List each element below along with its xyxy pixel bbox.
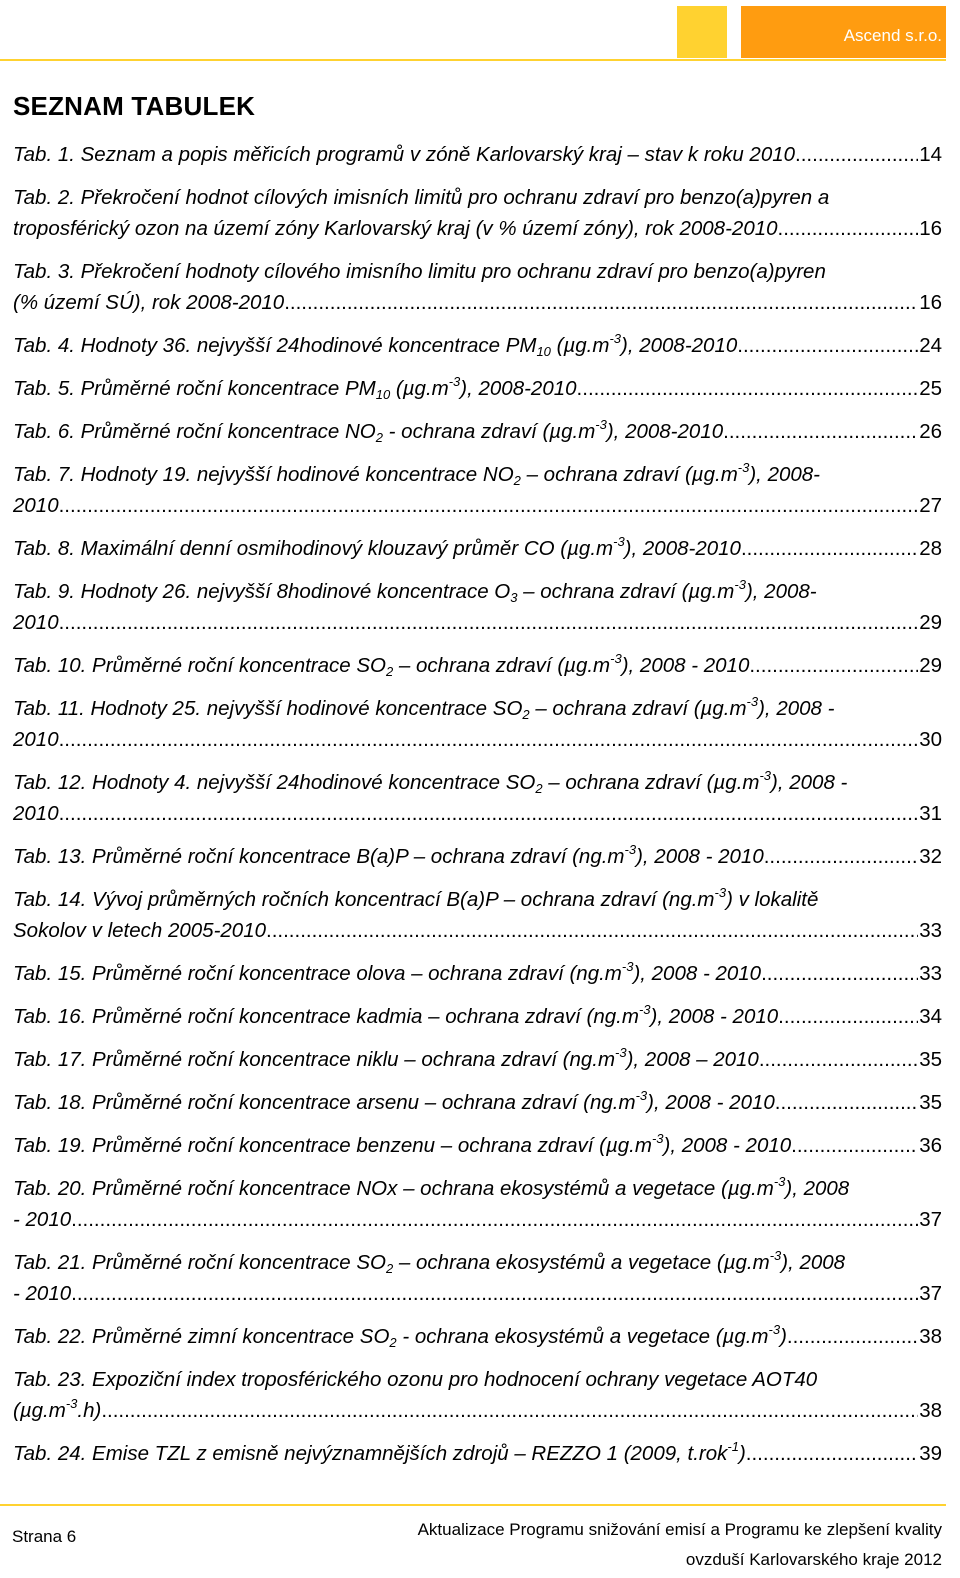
header-divider bbox=[0, 59, 946, 61]
toc-entry-page: 31 bbox=[919, 802, 942, 825]
toc-entry-text: Tab. 15. Průměrné roční koncentrace olova – ochrana zdraví $(ng.m^{-3})$, 2008 - 2010 bbox=[13, 959, 762, 985]
toc-entry-text-line2: - 2010 bbox=[13, 1282, 72, 1305]
toc-entry-text-line1: Tab. 20. Průměrné roční koncentrace NOx – ochrana ekosystémů a vegetace $(\mu g.m^{-3})$, 2008 bbox=[13, 1174, 850, 1200]
toc-entry-page: 24 bbox=[919, 334, 942, 357]
toc-entry-text-line2: - 2010 bbox=[13, 1208, 72, 1231]
toc-entry-page: 16 bbox=[919, 291, 942, 314]
toc-entry-text-line1: Tab. 21. Průměrné roční koncentrace $SO_2$ – ochrana ekosystémů a vegetace $(\mu g.m^{-3})$, 2008 bbox=[13, 1248, 846, 1276]
toc-entry-1[interactable] bbox=[13, 139, 942, 170]
toc-entry-text-line1: Tab. 23. Expoziční index troposférického ozonu pro hodnocení ochrany vegetace AOT40 bbox=[13, 1368, 818, 1391]
toc-entry-page: 16 bbox=[919, 217, 942, 240]
table-list bbox=[13, 139, 942, 1481]
toc-entry-21[interactable] bbox=[13, 1247, 942, 1309]
toc-entry-24[interactable] bbox=[13, 1438, 942, 1469]
toc-entry-text: Tab. 1. Seznam a popis měřicích programů v zóně Karlovarský kraj – stav k roku 2010 bbox=[13, 143, 796, 166]
page-number: Strana 6 bbox=[12, 1527, 77, 1546]
dot-leader bbox=[775, 1087, 918, 1118]
toc-entry-text-line2: troposférický ozon na území zóny Karlovarský kraj (v % území zóny), rok 2008-2010 bbox=[13, 217, 778, 240]
toc-entry-page: 30 bbox=[919, 728, 942, 751]
toc-entry-13[interactable] bbox=[13, 841, 942, 872]
toc-entry-page: 14 bbox=[919, 143, 942, 166]
dot-leader bbox=[59, 798, 919, 829]
toc-entry-text: Tab. 16. Průměrné roční koncentrace kadmia – ochrana zdraví $(ng.m^{-3})$, 2008 - 2010 bbox=[13, 1002, 779, 1028]
toc-entry-10[interactable] bbox=[13, 650, 942, 681]
toc-entry-text-line1: Tab. 2. Překročení hodnot cílových imisních limitů pro ochranu zdraví pro benzo(a)pyren a bbox=[13, 186, 830, 209]
dot-leader bbox=[761, 958, 918, 989]
toc-entry-page: 36 bbox=[919, 1134, 942, 1157]
toc-entry-text: Tab. 22. Průměrné zimní koncentrace $SO_2$ - ochrana ekosystémů a vegetace $(\mu g.m^{-3})$ bbox=[13, 1322, 787, 1350]
footer-divider bbox=[0, 1504, 946, 1506]
toc-entry-page: 35 bbox=[919, 1048, 942, 1071]
toc-entry-page: 33 bbox=[919, 962, 942, 985]
company-name: Ascend s.r.o. bbox=[843, 26, 942, 45]
toc-entry-text: Tab. 17. Průměrné roční koncentrace niklu – ochrana zdraví $(ng.m^{-3})$, 2008 – 2010 bbox=[13, 1045, 759, 1071]
dot-leader bbox=[59, 724, 919, 755]
toc-entry-text-line2: (% území SÚ), rok 2008-2010 bbox=[13, 291, 285, 314]
toc-entry-text-line2: 2010 bbox=[13, 611, 59, 634]
toc-entry-page: 37 bbox=[919, 1282, 942, 1305]
toc-entry-17[interactable] bbox=[13, 1044, 942, 1075]
toc-entry-14[interactable] bbox=[13, 884, 942, 946]
toc-entry-page: 27 bbox=[919, 494, 942, 517]
dot-leader bbox=[787, 1321, 918, 1352]
toc-entry-page: 38 bbox=[919, 1325, 942, 1348]
toc-entry-page: 28 bbox=[919, 537, 942, 560]
toc-entry-text: Tab. 6. Průměrné roční koncentrace $NO_2$ - ochrana zdraví $(\mu g.m^{-3})$, 2008-2010 bbox=[13, 417, 724, 445]
toc-entry-page: 33 bbox=[919, 919, 942, 942]
dot-leader bbox=[778, 1001, 918, 1032]
toc-entry-text-line1: Tab. 14. Vývoj průměrných ročních koncentrací B(a)P – ochrana zdraví $(ng.m^{-3})$ v lokalitě bbox=[13, 885, 819, 911]
toc-entry-text: Tab. 13. Průměrné roční koncentrace B(a)P – ochrana zdraví $(ng.m^{-3})$, 2008 - 2010 bbox=[13, 842, 764, 868]
toc-entry-text-line2: Sokolov v letech 2005-2010 bbox=[13, 919, 267, 942]
toc-entry-text: Tab. 19. Průměrné roční koncentrace benzenu – ochrana zdraví $(\mu g.m^{-3})$, 2008 - 2010 bbox=[13, 1131, 792, 1157]
toc-entry-text-line1: Tab. 3. Překročení hodnoty cílového imisního limitu pro ochranu zdraví pro benzo(a)pyren bbox=[13, 260, 826, 283]
header-accent-yellow bbox=[677, 6, 727, 58]
toc-entry-text-line1: Tab. 9. Hodnoty 26. nejvyšší 8hodinové koncentrace $O_3$ – ochrana zdraví $(\mu g.m^{-3})$, 2008- bbox=[13, 577, 817, 605]
dot-leader bbox=[778, 213, 919, 244]
document-title-line2: ovzduší Karlovarského kraje 2012 bbox=[685, 1550, 942, 1569]
toc-entry-20[interactable] bbox=[13, 1173, 942, 1235]
dot-leader bbox=[723, 416, 918, 447]
dot-leader bbox=[59, 490, 919, 521]
toc-entry-8[interactable] bbox=[13, 533, 942, 564]
toc-entry-text: Tab. 4. Hodnoty 36. nejvyšší 24hodinové koncentrace $PM_{10}$ $(\mu g.m^{-3})$, 2008-2010 bbox=[13, 331, 738, 359]
dot-leader bbox=[71, 1278, 918, 1309]
dot-leader bbox=[284, 287, 918, 318]
toc-entry-5[interactable] bbox=[13, 373, 942, 404]
toc-entry-7[interactable] bbox=[13, 459, 942, 521]
toc-entry-page: 32 bbox=[919, 845, 942, 868]
toc-entry-18[interactable] bbox=[13, 1087, 942, 1118]
dot-leader bbox=[741, 533, 918, 564]
toc-entry-page: 35 bbox=[919, 1091, 942, 1114]
toc-entry-22[interactable] bbox=[13, 1321, 942, 1352]
toc-entry-page: 26 bbox=[919, 420, 942, 443]
dot-leader bbox=[101, 1395, 918, 1426]
toc-entry-19[interactable] bbox=[13, 1130, 942, 1161]
dot-leader bbox=[759, 1044, 918, 1075]
toc-entry-text: Tab. 24. Emise TZL z emisně nejvýznamnějších zdrojů – REZZO 1 (2009, t.rok$^{-1}$) bbox=[13, 1439, 746, 1465]
toc-entry-23[interactable] bbox=[13, 1364, 942, 1426]
toc-entry-text: Tab. 5. Průměrné roční koncentrace $PM_{10}$ $(\mu g.m^{-3})$, 2008-2010 bbox=[13, 374, 577, 402]
toc-entry-11[interactable] bbox=[13, 693, 942, 755]
toc-entry-2[interactable] bbox=[13, 182, 942, 244]
toc-entry-text-line2: 2010 bbox=[13, 728, 59, 751]
dot-leader bbox=[791, 1130, 918, 1161]
toc-entry-15[interactable] bbox=[13, 958, 942, 989]
dot-leader bbox=[266, 915, 918, 946]
toc-entry-text-line2: $(\mu g.m^{-3}.h)$ bbox=[13, 1396, 102, 1422]
toc-entry-text-line1: Tab. 7. Hodnoty 19. nejvyšší hodinové koncentrace $NO_2$ – ochrana zdraví $(\mu g.m^{-3})$, 2008- bbox=[13, 460, 821, 488]
toc-entry-text: Tab. 18. Průměrné roční koncentrace arsenu – ochrana zdraví $(ng.m^{-3})$, 2008 - 2010 bbox=[13, 1088, 775, 1114]
dot-leader bbox=[764, 841, 918, 872]
toc-entry-16[interactable] bbox=[13, 1001, 942, 1032]
toc-entry-page: 29 bbox=[919, 611, 942, 634]
toc-entry-page: 34 bbox=[919, 1005, 942, 1028]
toc-entry-text-line2: 2010 bbox=[13, 802, 59, 825]
dot-leader bbox=[577, 373, 919, 404]
toc-entry-text: Tab. 10. Průměrné roční koncentrace $SO_2$ – ochrana zdraví $(\mu g.m^{-3})$, 2008 - 2010 bbox=[13, 651, 750, 679]
toc-entry-page: 37 bbox=[919, 1208, 942, 1231]
toc-entry-page: 39 bbox=[919, 1442, 942, 1465]
toc-entry-text-line2: 2010 bbox=[13, 494, 59, 517]
document-title-line1: Aktualizace Programu snižování emisí a Programu ke zlepšení kvality bbox=[417, 1520, 942, 1539]
toc-entry-page: 38 bbox=[919, 1399, 942, 1422]
toc-entry-page: 25 bbox=[919, 377, 942, 400]
dot-leader bbox=[749, 650, 918, 681]
page-title: SEZNAM TABULEK bbox=[13, 91, 256, 121]
toc-entry-page: 29 bbox=[919, 654, 942, 677]
toc-entry-text-line1: Tab. 11. Hodnoty 25. nejvyšší hodinové koncentrace $SO_2$ – ochrana zdraví $(\mu g.m^{-3})$, 2008 - bbox=[13, 694, 835, 722]
toc-entry-4[interactable] bbox=[13, 330, 942, 361]
toc-entry-text-line1: Tab. 12. Hodnoty 4. nejvyšší 24hodinové koncentrace $SO_2$ – ochrana zdraví $(\mu g.m^{-3})$, 2008 - bbox=[13, 768, 848, 796]
toc-entry-6[interactable] bbox=[13, 416, 942, 447]
dot-leader bbox=[795, 139, 918, 170]
dot-leader bbox=[746, 1438, 918, 1469]
dot-leader bbox=[737, 330, 918, 361]
toc-entry-9[interactable] bbox=[13, 576, 942, 638]
toc-entry-text: Tab. 8. Maximální denní osmihodinový klouzavý průměr CO $(\mu g.m^{-3})$, 2008-2010 bbox=[13, 534, 741, 560]
toc-entry-12[interactable] bbox=[13, 767, 942, 829]
dot-leader bbox=[71, 1204, 918, 1235]
dot-leader bbox=[59, 607, 919, 638]
document-title bbox=[418, 1515, 942, 1575]
toc-entry-3[interactable] bbox=[13, 256, 942, 318]
